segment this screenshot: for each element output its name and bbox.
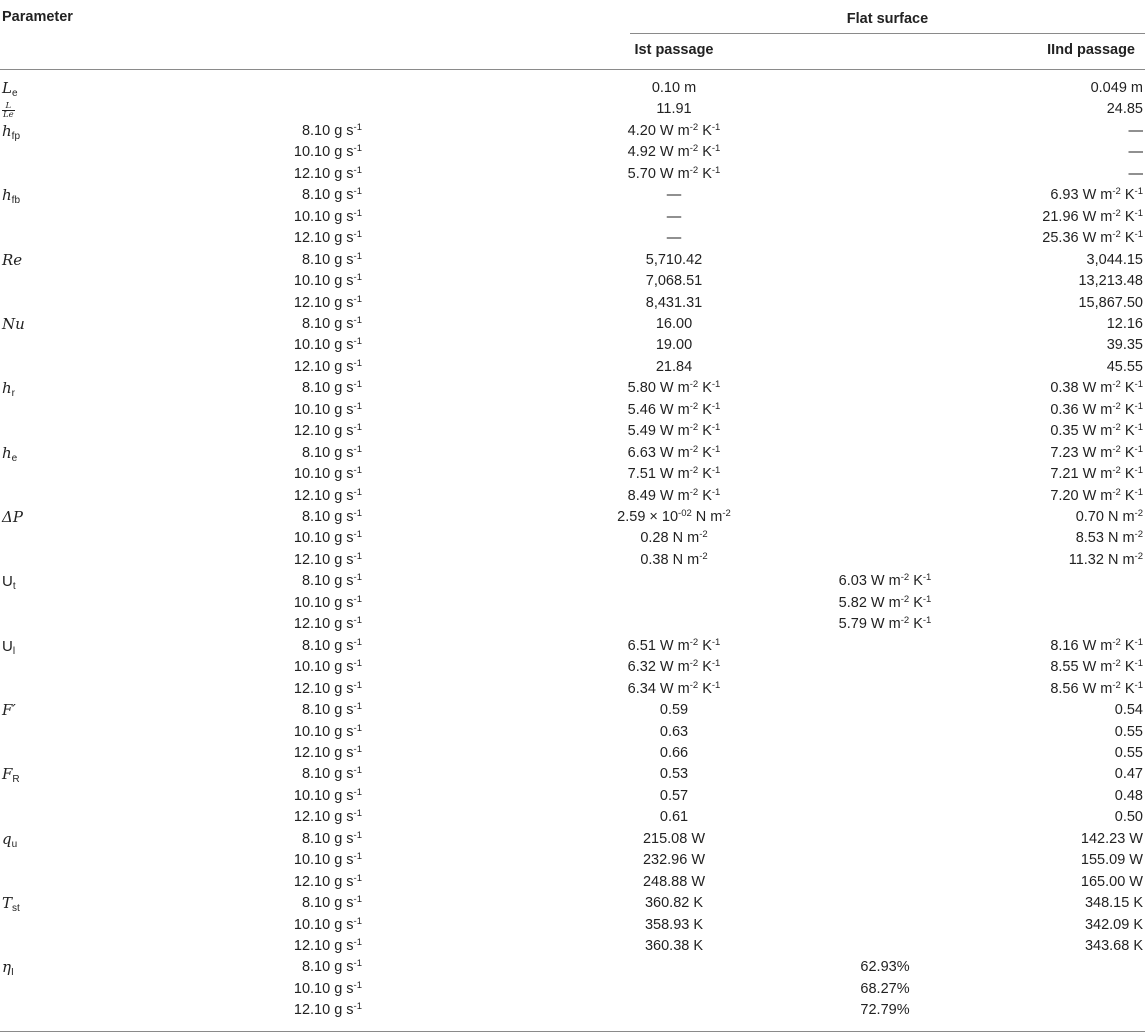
cell-iind-passage: — (1128, 165, 1143, 182)
cell-ist-passage: 5.46 W $m^{-2}$ $K^{-1}$ (627, 400, 721, 418)
row-flow-rate: 12.10 g $s^{-1}$ (293, 808, 362, 826)
row-flow-rate: 10.10 g $s^{-1}$ (293, 786, 362, 804)
row-flow-rate: 10.10 g $s^{-1}$ (293, 207, 362, 225)
cell-combined: 6.03 W $m^{-2}$ $K^{-1}$ (838, 572, 932, 590)
cell-ist-passage: — (666, 208, 682, 225)
cell-iind-passage: 8.16 W $m^{-2}$ $K^{-1}$ (1050, 636, 1143, 654)
row-flow-rate: 12.10 g $s^{-1}$ (293, 872, 362, 890)
row-flow-rate: 10.10 g $s^{-1}$ (293, 400, 362, 418)
cell-ist-passage: 11.91 (656, 101, 692, 118)
row-parameter: $h_r$ (2, 379, 16, 400)
cell-ist-passage: 6.32 W $m^{-2}$ $K^{-1}$ (627, 658, 721, 676)
row-flow-rate: 8.10 g $s^{-1}$ (301, 701, 362, 719)
cell-iind-passage: 25.36 W $m^{-2}$ $K^{-1}$ (1042, 229, 1143, 247)
cell-iind-passage: 0.70 N $m^{-2}$ (1075, 508, 1143, 525)
cell-iind-passage: 0.36 W $m^{-2}$ $K^{-1}$ (1050, 400, 1143, 418)
cell-ist-passage: 0.53 (659, 766, 689, 783)
cell-iind-passage: 0.55 (1114, 744, 1143, 761)
row-flow-rate: 12.10 g $s^{-1}$ (293, 615, 362, 633)
cell-ist-passage: 8.49 W $m^{-2}$ $K^{-1}$ (627, 486, 721, 504)
cell-ist-passage: 0.66 (659, 744, 689, 761)
cell-ist-passage: 6.63 W $m^{-2}$ $K^{-1}$ (627, 443, 721, 461)
cell-iind-passage: 342.09 K (1084, 916, 1143, 933)
row-flow-rate: 8.10 g $s^{-1}$ (301, 958, 362, 976)
cell-iind-passage: 348.15 K (1084, 895, 1143, 912)
cell-iind-passage: 24.85 (1106, 101, 1143, 118)
row-parameter: $F_R$ (2, 765, 20, 786)
header-ist-passage: Ist passage (634, 42, 714, 58)
cell-ist-passage: 0.59 (659, 702, 689, 719)
cell-iind-passage: 8.53 N $m^{-2}$ (1075, 529, 1143, 547)
cell-iind-passage: 0.35 W $m^{-2}$ $K^{-1}$ (1050, 422, 1143, 440)
row-parameter: $h_{fp}$ (2, 121, 21, 142)
header-flat-surface: Flat surface (846, 11, 929, 27)
cell-iind-passage: 0.50 (1114, 809, 1143, 826)
header-parameter: Parameter (2, 9, 73, 25)
row-flow-rate: 8.10 g $s^{-1}$ (301, 443, 362, 461)
header-iind-passage: IInd passage (1047, 42, 1135, 58)
cell-ist-passage: 5.70 W $m^{-2}$ $K^{-1}$ (627, 164, 721, 182)
cell-iind-passage: 155.09 W (1080, 852, 1143, 869)
row-flow-rate: 12.10 g $s^{-1}$ (293, 679, 362, 697)
row-flow-rate: 10.10 g $s^{-1}$ (293, 851, 362, 869)
cell-ist-passage: 19.00 (655, 337, 693, 354)
group-underline (630, 33, 1145, 34)
cell-iind-passage: — (1128, 144, 1143, 161)
cell-ist-passage: 6.34 W $m^{-2}$ $K^{-1}$ (627, 679, 721, 697)
row-flow-rate: 12.10 g $s^{-1}$ (293, 937, 362, 954)
row-parameter: $T_{st}$ (2, 894, 20, 915)
cell-combined: 72.79% (860, 1002, 910, 1019)
cell-iind-passage: 15,867.50 (1078, 294, 1143, 311)
cell-iind-passage: 39.35 (1106, 337, 1143, 354)
cell-ist-passage: 0.38 N $m^{-2}$ (640, 550, 708, 568)
row-flow-rate: 10.10 g $s^{-1}$ (293, 143, 362, 161)
cell-ist-passage: 8,431.31 (645, 294, 703, 311)
row-flow-rate: 10.10 g $s^{-1}$ (293, 915, 362, 933)
cell-iind-passage: 165.00 W (1080, 873, 1143, 890)
cell-ist-passage: 5,710.42 (645, 251, 703, 268)
row-parameter: $U_t$ (2, 573, 16, 593)
cell-combined: 5.79 W $m^{-2}$ $K^{-1}$ (838, 615, 932, 633)
row-parameter: $U_l$ (2, 637, 16, 657)
row-parameter: $L_e$ (2, 79, 18, 99)
row-flow-rate: 12.10 g $s^{-1}$ (293, 743, 362, 761)
cell-iind-passage: 0.55 (1114, 723, 1143, 740)
row-flow-rate: 12.10 g $s^{-1}$ (293, 357, 362, 375)
row-flow-rate: 10.10 g $s^{-1}$ (293, 465, 362, 483)
row-flow-rate: 8.10 g $s^{-1}$ (301, 121, 362, 139)
row-parameter: F′ (2, 701, 16, 720)
cell-iind-passage: 11.32 N $m^{-2}$ (1068, 550, 1143, 568)
row-flow-rate: 8.10 g $s^{-1}$ (301, 572, 362, 590)
row-flow-rate: 12.10 g $s^{-1}$ (293, 229, 362, 247)
cell-iind-passage: 0.38 W $m^{-2}$ $K^{-1}$ (1050, 379, 1143, 397)
cell-ist-passage: 7.51 W $m^{-2}$ $K^{-1}$ (627, 465, 721, 483)
row-parameter: Nu (2, 314, 25, 333)
cell-iind-passage: 7.21 W $m^{-2}$ $K^{-1}$ (1050, 465, 1143, 483)
cell-ist-passage: 0.57 (659, 787, 689, 804)
row-parameter: $q_u$ (2, 829, 18, 850)
row-flow-rate: 10.10 g $s^{-1}$ (293, 272, 362, 290)
cell-ist-passage: — (666, 230, 682, 247)
cell-iind-passage: — (1128, 122, 1143, 139)
cell-ist-passage: 358.93 K (644, 916, 704, 933)
row-flow-rate: 10.10 g $s^{-1}$ (293, 336, 362, 354)
row-parameter: $\eta_I$ (2, 958, 14, 979)
row-flow-rate: 8.10 g $s^{-1}$ (301, 636, 362, 654)
cell-iind-passage: 142.23 W (1080, 830, 1143, 847)
row-flow-rate: 8.10 g $s^{-1}$ (301, 186, 362, 204)
row-flow-rate: 12.10 g $s^{-1}$ (293, 486, 362, 504)
row-parameter: $\frac{L}{Le}$ (3, 100, 14, 120)
cell-ist-passage: 360.82 K (644, 895, 704, 912)
cell-iind-passage: 0.54 (1114, 702, 1143, 719)
cell-ist-passage: $2.59 \times 10^{-02}$ N $m^{-2}$ (617, 508, 731, 525)
cell-iind-passage: 8.55 W $m^{-2}$ $K^{-1}$ (1050, 658, 1143, 676)
cell-iind-passage: 3,044.15 (1086, 251, 1143, 268)
row-flow-rate: 10.10 g $s^{-1}$ (293, 722, 362, 740)
cell-ist-passage: 5.80 W $m^{-2}$ $K^{-1}$ (627, 379, 721, 397)
cell-ist-passage: 0.10 m (651, 80, 697, 96)
cell-ist-passage: — (666, 187, 682, 204)
cell-combined: 62.93% (860, 959, 910, 976)
row-flow-rate: 8.10 g $s^{-1}$ (301, 314, 362, 332)
row-flow-rate: 10.10 g $s^{-1}$ (293, 529, 362, 547)
row-flow-rate: 12.10 g $s^{-1}$ (293, 550, 362, 568)
row-flow-rate: 8.10 g $s^{-1}$ (301, 379, 362, 397)
cell-iind-passage: 343.68 K (1084, 938, 1143, 954)
cell-ist-passage: 7,068.51 (645, 273, 703, 290)
cell-ist-passage: 16.00 (655, 315, 693, 332)
cell-iind-passage: 7.23 W $m^{-2}$ $K^{-1}$ (1050, 443, 1143, 461)
cell-ist-passage: 248.88 W (642, 873, 706, 890)
cell-ist-passage: 6.51 W $m^{-2}$ $K^{-1}$ (627, 636, 721, 654)
row-parameter: $h_{fb}$ (2, 186, 21, 207)
cell-iind-passage: 21.96 W $m^{-2}$ $K^{-1}$ (1042, 207, 1143, 225)
row-flow-rate: 8.10 g $s^{-1}$ (301, 250, 362, 268)
cell-iind-passage: 13,213.48 (1078, 273, 1143, 290)
cell-iind-passage: 0.049 m (1090, 80, 1143, 96)
row-parameter: $h_e$ (2, 443, 18, 464)
cell-iind-passage: 12.16 (1106, 315, 1143, 332)
cell-ist-passage: 5.49 W $m^{-2}$ $K^{-1}$ (627, 422, 721, 440)
cell-ist-passage: 0.61 (659, 809, 689, 826)
row-flow-rate: 12.10 g $s^{-1}$ (293, 422, 362, 440)
cell-ist-passage: 4.20 W $m^{-2}$ $K^{-1}$ (627, 121, 721, 139)
row-flow-rate: 10.10 g $s^{-1}$ (293, 979, 362, 997)
cell-iind-passage: 0.48 (1114, 787, 1143, 804)
row-flow-rate: 10.10 g $s^{-1}$ (293, 593, 362, 611)
row-flow-rate: 12.10 g $s^{-1}$ (293, 164, 362, 182)
cell-iind-passage: 0.47 (1114, 766, 1143, 783)
row-flow-rate: 12.10 g $s^{-1}$ (293, 293, 362, 311)
cell-iind-passage: 8.56 W $m^{-2}$ $K^{-1}$ (1050, 679, 1143, 697)
row-parameter: ΔP (2, 508, 23, 526)
row-flow-rate: 8.10 g $s^{-1}$ (301, 508, 362, 525)
cell-ist-passage: 21.84 (655, 358, 693, 375)
row-flow-rate: 10.10 g $s^{-1}$ (293, 658, 362, 676)
header-rule (0, 69, 1145, 70)
cell-ist-passage: 0.63 (659, 723, 689, 740)
cell-iind-passage: 7.20 W $m^{-2}$ $K^{-1}$ (1050, 486, 1143, 504)
cell-ist-passage: 0.28 N $m^{-2}$ (640, 529, 708, 547)
row-flow-rate: 8.10 g $s^{-1}$ (301, 894, 362, 912)
row-flow-rate: 12.10 g $s^{-1}$ (293, 1001, 362, 1019)
cell-combined: 68.27% (860, 980, 910, 997)
row-flow-rate: 8.10 g $s^{-1}$ (301, 765, 362, 783)
row-parameter: Re (2, 250, 23, 269)
bottom-rule (0, 1031, 1145, 1032)
cell-ist-passage: 4.92 W $m^{-2}$ $K^{-1}$ (627, 143, 721, 161)
cell-combined: 5.82 W $m^{-2}$ $K^{-1}$ (838, 593, 932, 611)
row-flow-rate: 8.10 g $s^{-1}$ (301, 829, 362, 847)
cell-iind-passage: 6.93 W $m^{-2}$ $K^{-1}$ (1050, 186, 1143, 204)
cell-ist-passage: 215.08 W (642, 830, 706, 847)
cell-iind-passage: 45.55 (1106, 358, 1143, 375)
cell-ist-passage: 232.96 W (642, 852, 706, 869)
cell-ist-passage: 360.38 K (644, 938, 704, 954)
